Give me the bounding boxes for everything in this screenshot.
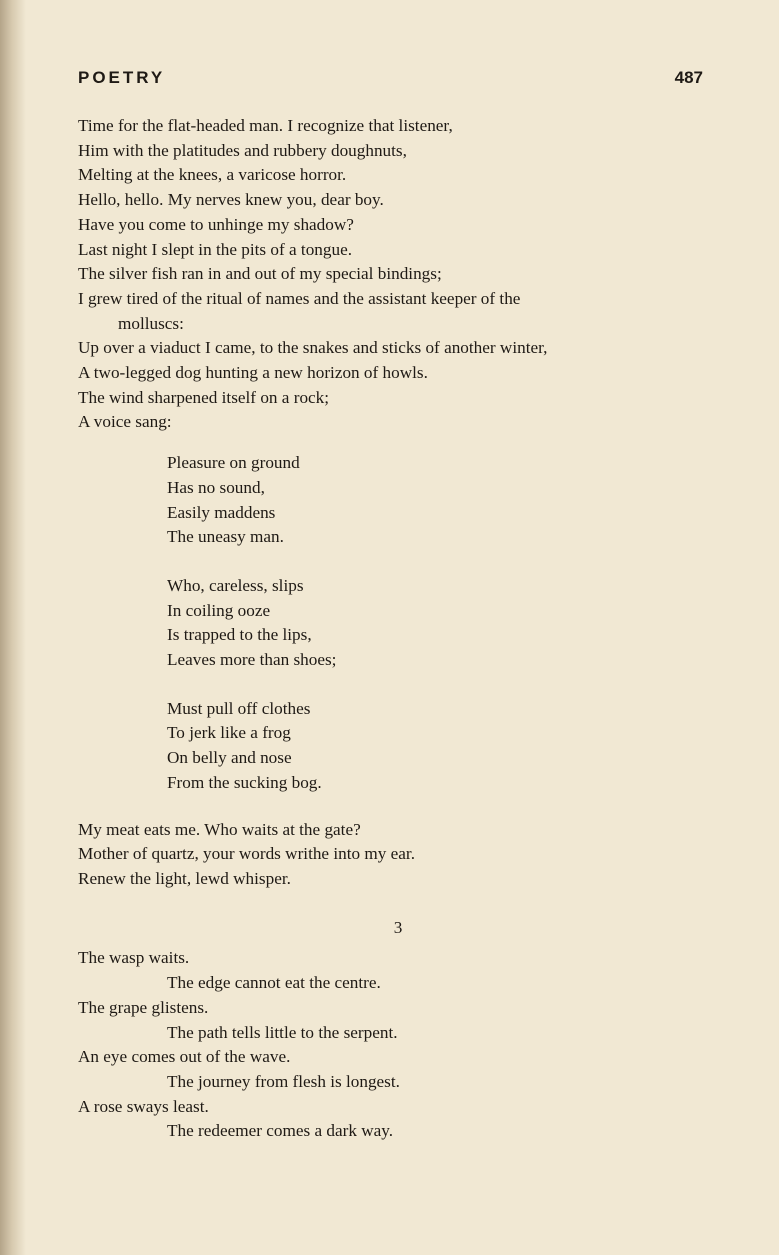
poem-line: Hello, hello. My nerves knew you, dear boy.: [78, 190, 384, 210]
book-page: [78, 68, 708, 1144]
song-line: Who, careless, slips: [167, 575, 304, 595]
song-stanza-2: [167, 574, 708, 673]
poem-line: Renew the light, lewd whisper.: [78, 868, 291, 888]
song-stanza-3: [167, 697, 708, 796]
poem-line: Last night I slept in the pits of a tongue.: [78, 239, 353, 259]
poem-line-indented: The edge cannot eat the centre.: [167, 973, 381, 993]
song-line: The uneasy man.: [167, 527, 284, 547]
song-line: In coiling ooze: [167, 600, 271, 620]
poem-line-indented: The redeemer comes a dark way.: [167, 1121, 394, 1141]
poem-line: Time for the flat-headed man. I recognize that listener,: [78, 116, 453, 135]
section-number: 3: [393, 917, 403, 937]
poem-line: A rose sways least.: [78, 1096, 209, 1116]
poem-line: An eye comes out of the wave.: [78, 1047, 291, 1067]
poem-line: Melting at the knees, a varicose horror.: [78, 165, 347, 185]
song-line: From the sucking bog.: [167, 772, 322, 792]
song-stanza-1: [167, 451, 708, 550]
poem-line: Have you come to unhinge my shadow?: [78, 214, 354, 234]
poem-line: The silver fish ran in and out of my special bindings;: [78, 264, 442, 284]
poem-line-indented: The journey from flesh is longest.: [167, 1071, 400, 1091]
poem-line: The wasp waits.: [78, 948, 190, 968]
song: [78, 451, 708, 795]
poem-line-indented: The path tells little to the serpent.: [167, 1022, 398, 1042]
section-3: [78, 946, 708, 1144]
closing-passage: [78, 818, 708, 892]
poem-line: The wind sharpened itself on a rock;: [78, 387, 330, 407]
poem-line: The grape glistens.: [78, 997, 209, 1017]
song-line: On belly and nose: [167, 748, 292, 768]
poem-line: A two-legged dog hunting a new horizon of howls.: [78, 363, 428, 383]
poem-line: Him with the platitudes and rubbery doughnuts,: [78, 140, 407, 160]
poem-line-continuation: molluscs:: [118, 313, 184, 333]
page-gutter-shadow: [0, 0, 26, 1255]
poem-line: Mother of quartz, your words writhe into my ear.: [78, 844, 415, 864]
opening-passage: [78, 114, 708, 435]
running-title: POETRY: [78, 68, 166, 87]
song-line: Easily maddens: [167, 502, 276, 522]
song-line: Leaves more than shoes;: [167, 650, 337, 670]
song-line: Must pull off clothes: [167, 698, 311, 718]
poem-line: A voice sang:: [78, 412, 172, 432]
poem-line: My meat eats me. Who waits at the gate?: [78, 819, 361, 839]
song-line: Is trapped to the lips,: [167, 625, 312, 645]
song-line: Has no sound,: [167, 477, 265, 497]
song-line: Pleasure on ground: [167, 453, 300, 473]
poem-line: I grew tired of the ritual of names and the assistant keeper of the: [78, 288, 521, 308]
song-line: To jerk like a frog: [167, 723, 291, 743]
poem-line: Up over a viaduct I came, to the snakes and sticks of another winter,: [78, 338, 548, 358]
running-header: [78, 68, 708, 88]
page-number: 487: [674, 68, 703, 87]
